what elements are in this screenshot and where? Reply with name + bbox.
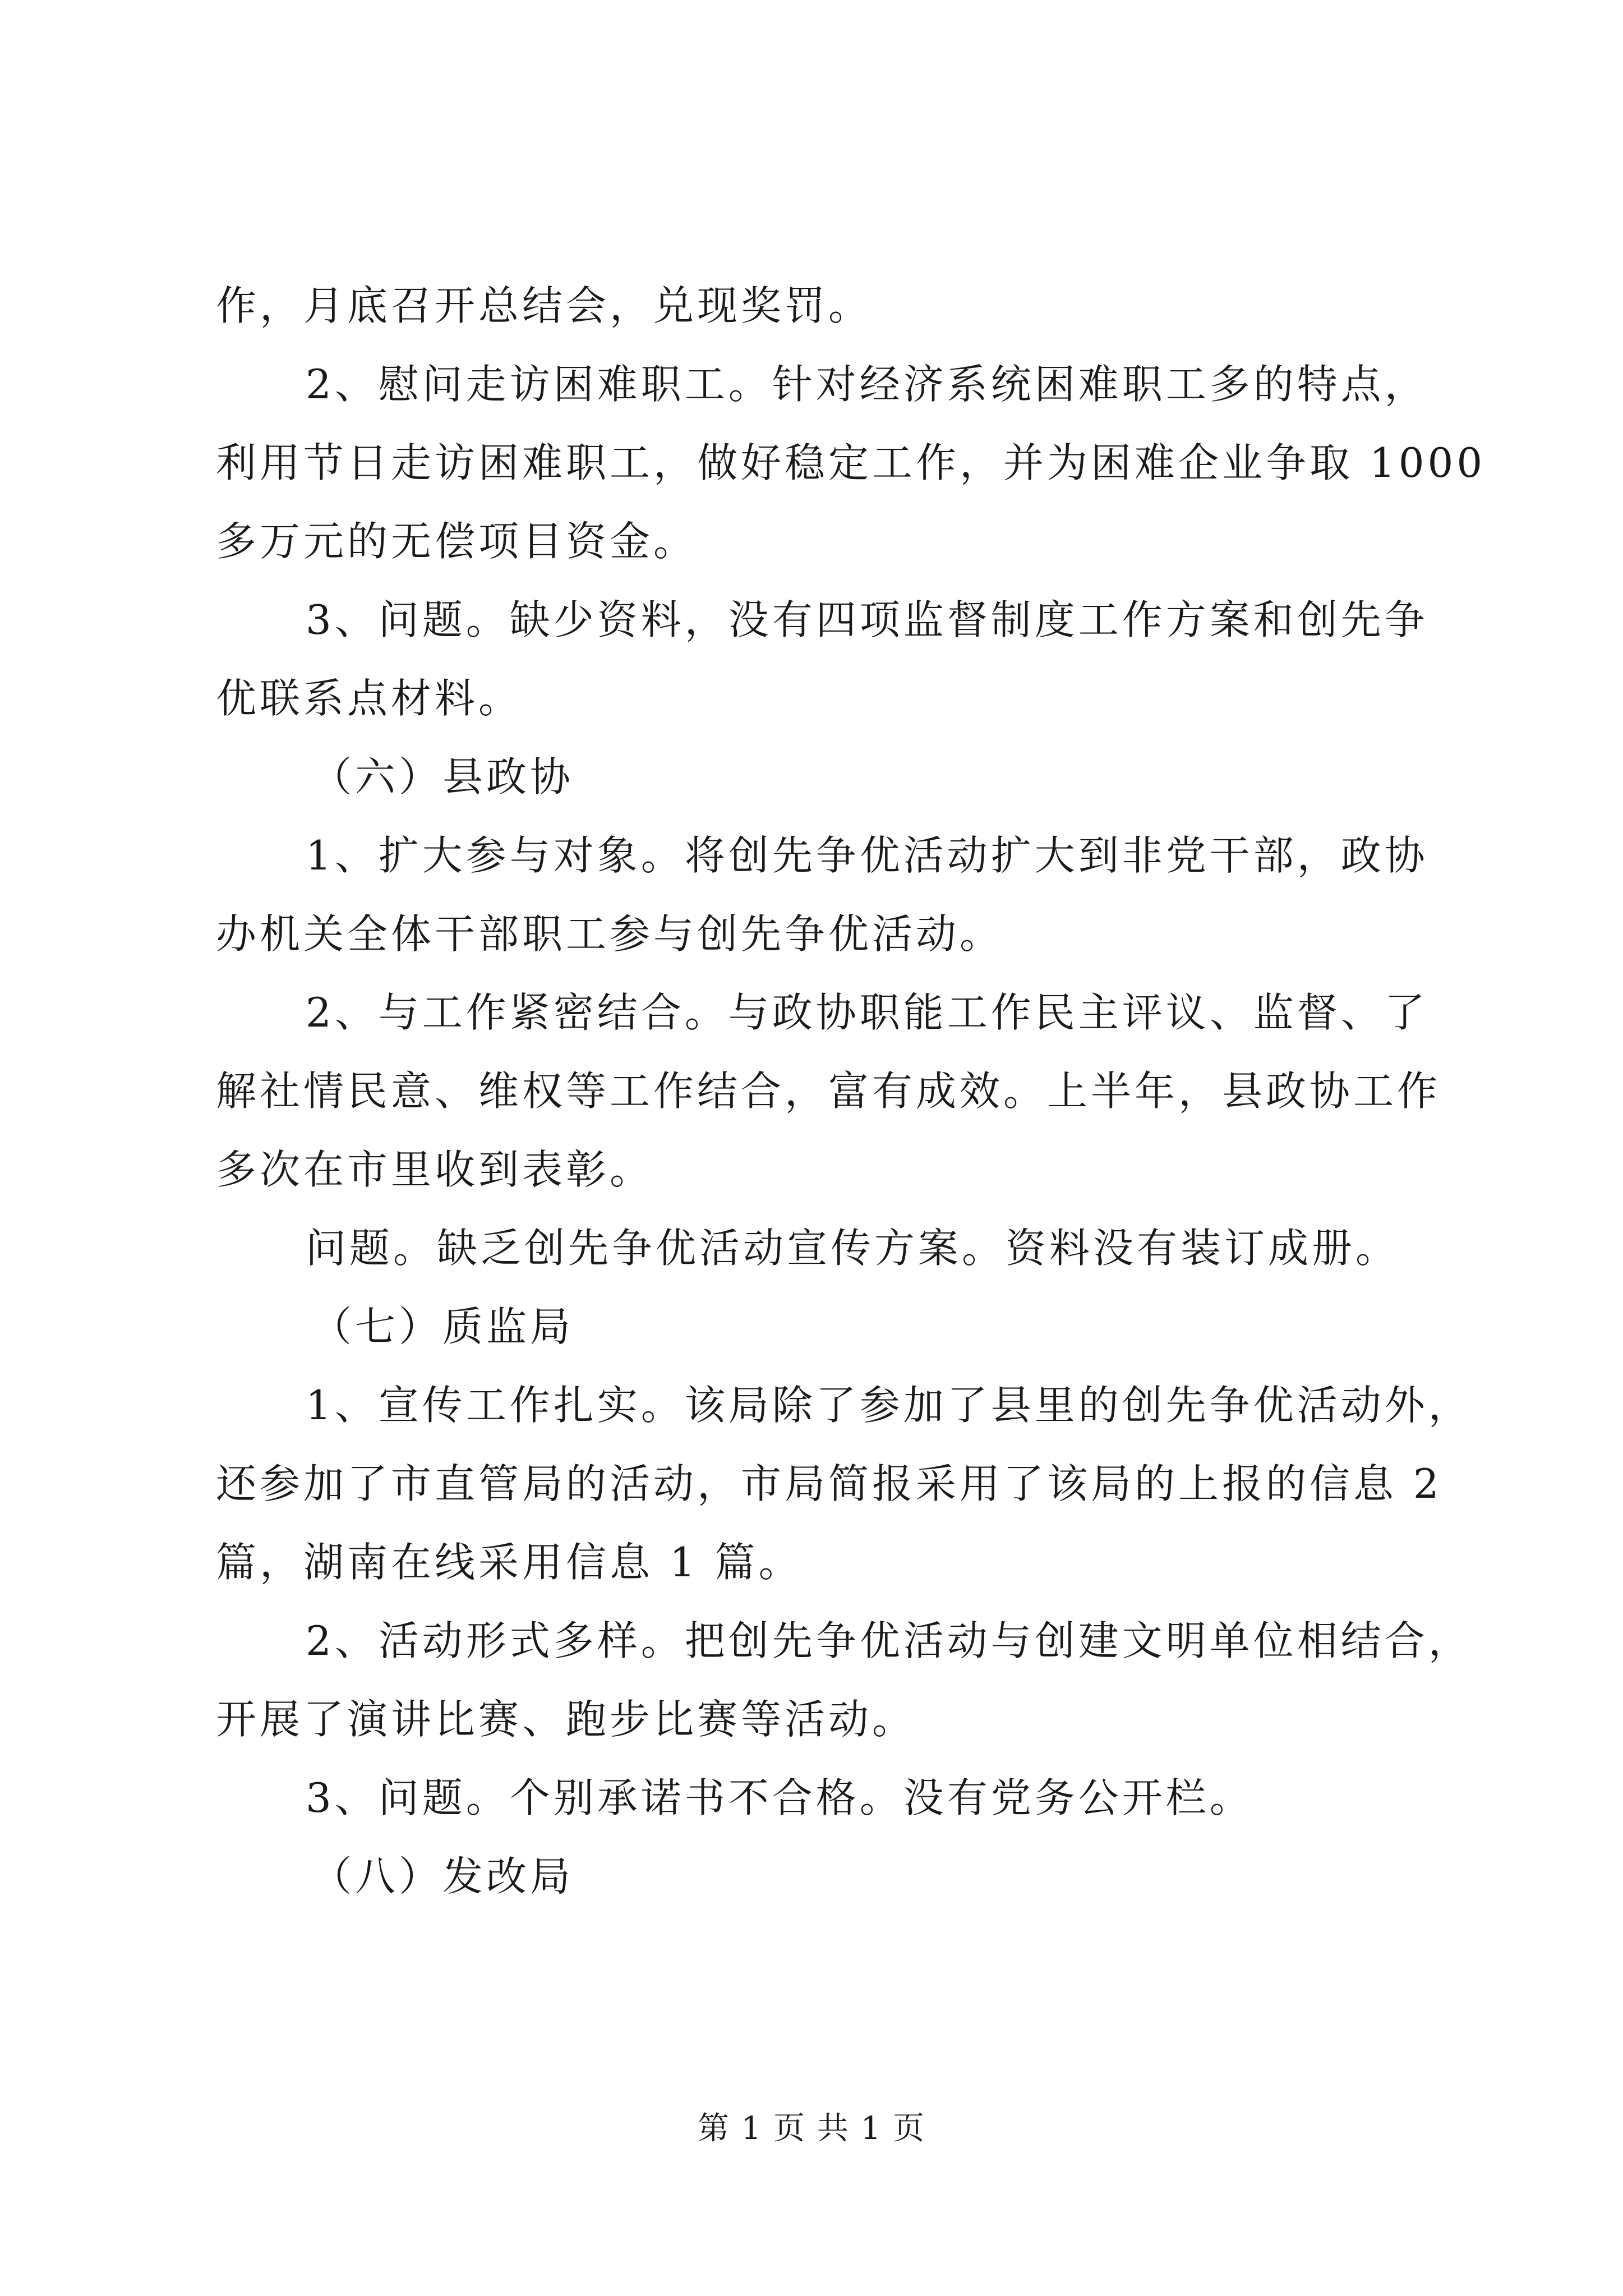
text-line: 多万元的无偿项目资金。 bbox=[216, 518, 698, 565]
text-line: 解社情民意、维权等工作结合，富有成效。上半年，县政协工作 bbox=[216, 1068, 1441, 1115]
text-line: 3、问题。缺少资料，没有四项监督制度工作方案和创先争 bbox=[306, 596, 1428, 643]
text-line: 办机关全体干部职工参与创先争优活动。 bbox=[216, 910, 1004, 958]
text-line: 优联系点材料。 bbox=[216, 675, 523, 722]
text-line: 作，月底召开总结会，兑现奖罚。 bbox=[216, 282, 873, 329]
text-line: 利用节日走访困难职工，做好稳定工作，并为困难企业争取 1000 bbox=[216, 439, 1486, 486]
text-line: 2、与工作紧密结合。与政协职能工作民主评议、监督、了 bbox=[306, 989, 1428, 1036]
text-line: 篇，湖南在线采用信息 1 篇。 bbox=[216, 1539, 803, 1586]
text-line: 2、慰问走访困难职工。针对经济系统困难职工多的特点， bbox=[306, 361, 1428, 408]
page-footer: 第 1 页 共 1 页 bbox=[697, 2110, 926, 2147]
text-line: 1、宣传工作扎实。该局除了参加了县里的创先争优活动外， bbox=[306, 1382, 1472, 1429]
section-heading: （六）县政协 bbox=[311, 753, 574, 800]
text-line: 3、问题。个别承诺书不合格。没有党务公开栏。 bbox=[306, 1774, 1253, 1821]
section-heading: （八）发改局 bbox=[311, 1853, 574, 1900]
text-line: 问题。缺乏创先争优活动宣传方案。资料没有装订成册。 bbox=[306, 1225, 1400, 1272]
text-line: 多次在市里收到表彰。 bbox=[216, 1146, 654, 1193]
text-line: 开展了演讲比赛、跑步比赛等活动。 bbox=[216, 1696, 916, 1743]
text-line: 1、扩大参与对象。将创先争优活动扩大到非党干部，政协 bbox=[306, 832, 1428, 879]
text-line: 还参加了市直管局的活动，市局简报采用了该局的上报的信息 2 bbox=[216, 1460, 1442, 1507]
section-heading: （七）质监局 bbox=[311, 1303, 574, 1350]
text-line: 2、活动形式多样。把创先争优活动与创建文明单位相结合， bbox=[306, 1617, 1472, 1664]
